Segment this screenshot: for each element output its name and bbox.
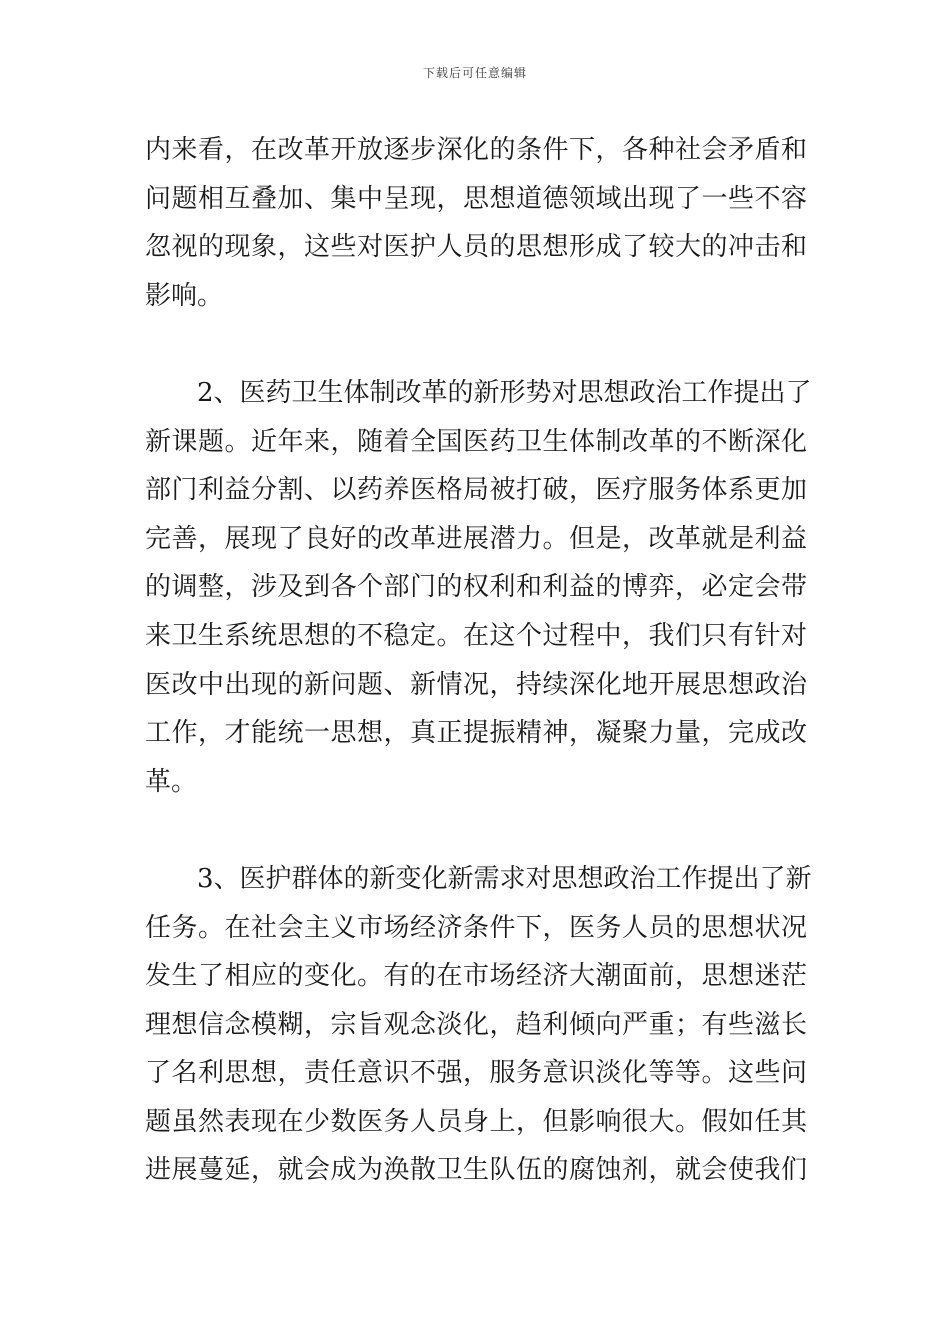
text-line: 理想信念模糊，宗旨观念淡化，趋利倾向严重；有些滋长 (145, 1009, 807, 1040)
text-line: 3、医护群体的新变化新需求对思想政治工作提出了新 (197, 863, 812, 894)
document-body (145, 126, 812, 1195)
text-line: 发生了相应的变化。有的在市场经济大潮面前，思想迷茫 (145, 961, 807, 992)
text-line: 新课题。近年来，随着全国医药卫生体制改革的不断深化 (145, 426, 807, 457)
text-line: 题虽然表现在少数医务人员身上，但影响很大。假如任其 (145, 1106, 807, 1137)
text-line: 医改中出现的新问题、新情况，持续深化地开展思想政治 (145, 669, 807, 700)
text-line: 的调整，涉及到各个部门的权利和利益的博弈，必定会带 (145, 572, 807, 603)
text-line: 问题相互叠加、集中呈现，思想道德领域出现了一些不容 (145, 183, 807, 214)
text-line: 2、医药卫生体制改革的新形势对思想政治工作提出了 (197, 377, 812, 408)
text-line: 影响。 (145, 280, 224, 311)
text-line: 革。 (145, 766, 198, 797)
text-line: 工作，才能统一思想，真正提振精神，凝聚力量，完成改 (145, 718, 807, 749)
page-header: 下载后可任意编辑 (422, 66, 527, 80)
text-line: 部门利益分割、以药养医格局被打破，医疗服务体系更加 (145, 475, 807, 506)
text-line: 任务。在社会主义市场经济条件下，医务人员的思想状况 (145, 912, 807, 943)
text-line: 完善，展现了良好的改革进展潜力。但是，改革就是利益 (145, 523, 807, 554)
paragraph-2 (145, 369, 812, 806)
text-line: 进展蔓延，就会成为涣散卫生队伍的腐蚀剂，就会使我们 (145, 1155, 807, 1186)
text-line: 了名利思想，责任意识不强，服务意识淡化等等。这些问 (145, 1058, 807, 1089)
paragraph-3 (145, 855, 812, 1195)
text-line: 内来看，在改革开放逐步深化的条件下，各种社会矛盾和 (145, 135, 807, 165)
text-line: 来卫生系统思想的不稳定。在这个过程中，我们只有针对 (145, 620, 807, 651)
text-line: 忽视的现象，这些对医护人员的思想形成了较大的冲击和 (145, 232, 807, 263)
paragraph-1 (145, 126, 807, 320)
